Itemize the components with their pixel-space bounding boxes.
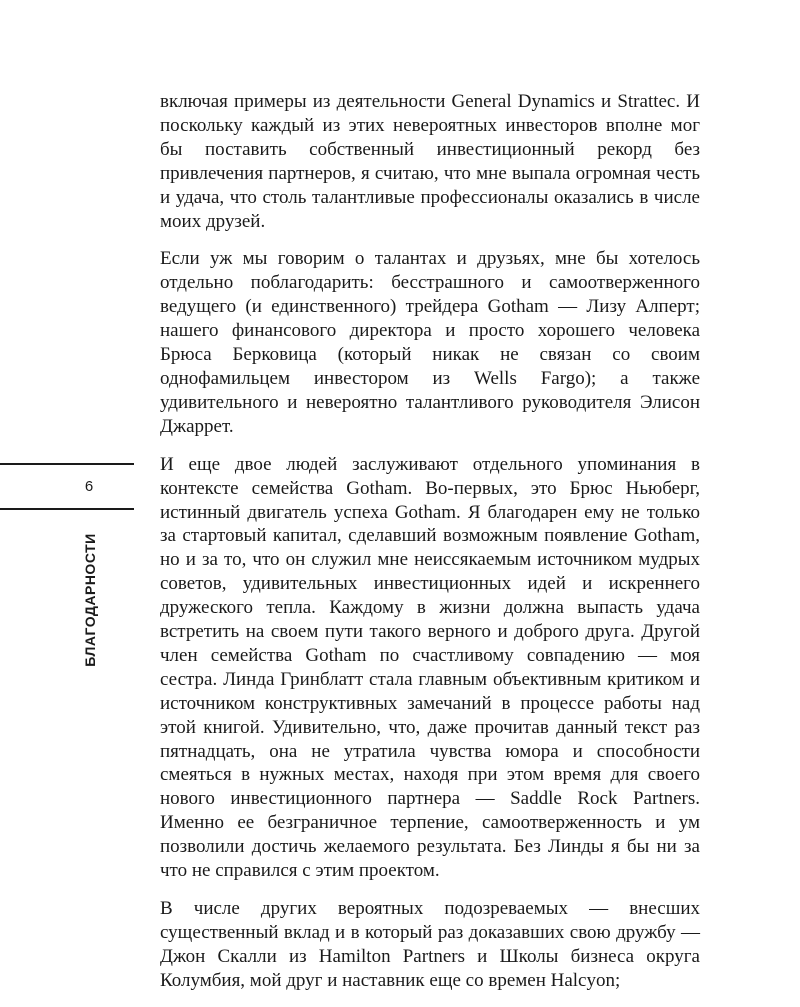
paragraph-2: Если уж мы говорим о талантах и друзьях, мне бы хотелось отдельно поблагодарить: бесстрашного и самоотверженного ведущего (и единственного) трейдера Gotham — Лизу Алперт; нашего финансового директора и просто хорошего человека Брюса Берковица (который никак не связан со своим однофамильцем инвестором из Wells Fargo); а также удивительного и невероятно талантливого руководителя Элисон Джаррет. — [160, 248, 700, 437]
body-text — [160, 90, 700, 1007]
paragraph-4: В числе других вероятных подозреваемых — внесших существенный вклад и в который раз доказавших свою дружбу — Джон Скалли из Hamilton Partners и Школы бизнеса округа Колумбия, мой друг и наставник еще со времен Halcyon; — [160, 898, 700, 991]
paragraph-3: И еще двое людей заслуживают отдельного упоминания в контексте семейства Gotham. Во-первых, это Брюс Ньюберг, истинный двигатель успеха Gotham. Я благодарен ему не только за стартовый капитал, сделавший возможным появление Gotham, но и за то, что он служил мне неиссякаемым источником мудрых советов, удивительных инвестиционных идей и искреннего дружеского тепла. Каждому в жизни должна выпасть удача встретить на своем пути такого верного и доброго друга. Другой член семейства Gotham по счастливому совпадению — моя сестра. Линда Гринблатт стала главным объективным критиком и источником конструктивных замечаний в процессе работы над этой книгой. Удивительно, что, даже прочитав данный текст раз пятнадцать, она не утратила чувства юмора и способности смеяться в нужных местах, находя при этом время для своего нового инвестиционного партнера — Saddle Rock Partners. Именно ее безграничное терпение, самоотверженность и ум позволили достичь желаемого результата. Без Линды я бы ни за что не справился с этим проектом. — [160, 453, 700, 882]
running-head: БЛАГОДАРНОСТИ — [82, 533, 98, 667]
page-number: 6 — [84, 478, 94, 495]
page-number-rule-top — [0, 463, 134, 465]
paragraph-1: включая примеры из деятельности General Dynamics и Strattec. И поскольку каждый из этих невероятных инвесторов вполне мог бы поставить собственный инвестиционный рекорд без привлечения партнеров, я считаю, что мне выпала огромная честь и удача, что столь талантливые профессионалы оказались в числе моих друзей. — [160, 91, 700, 232]
page-number-rule-bottom — [0, 508, 134, 510]
